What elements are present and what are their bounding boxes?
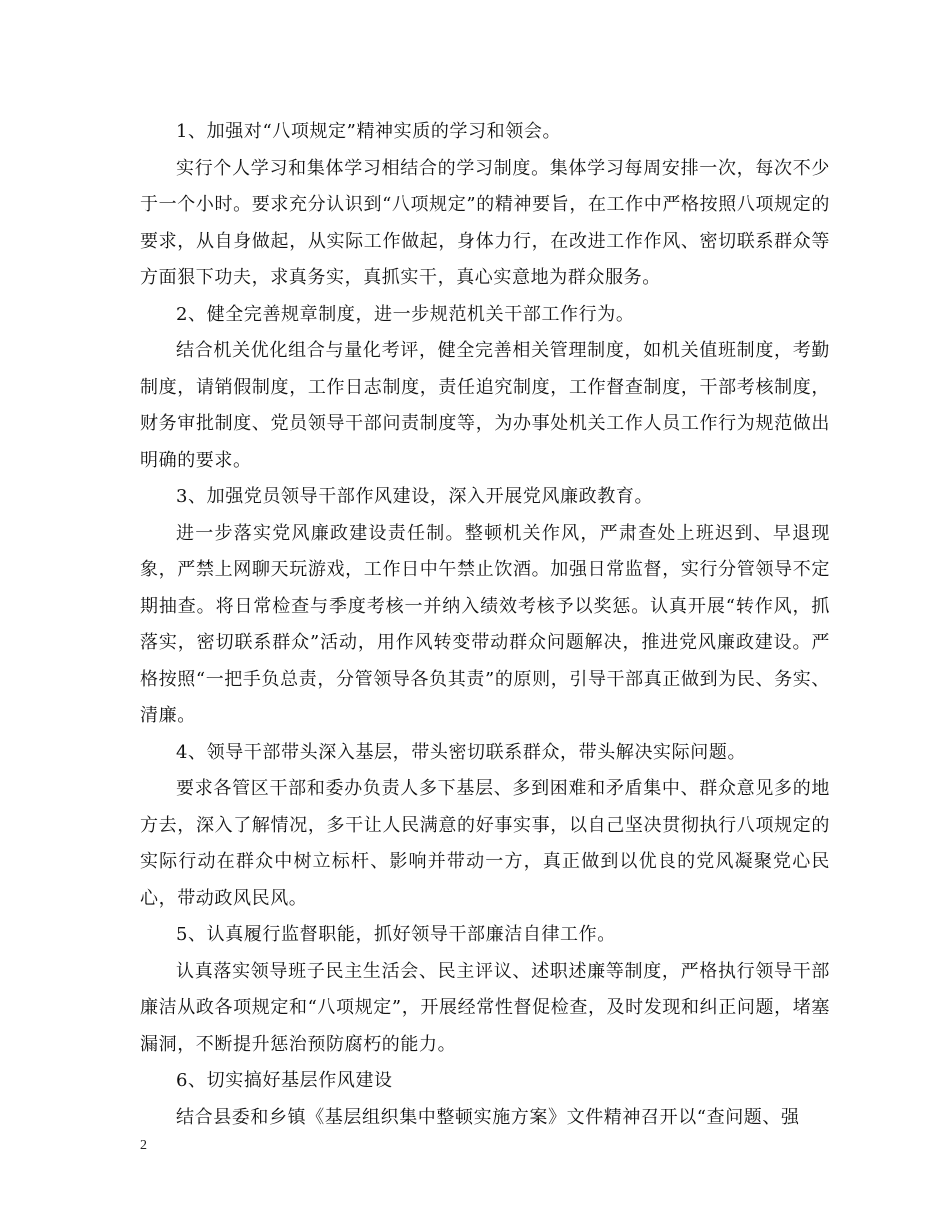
- section-heading-2: 2、健全完善规章制度，进一步规范机关干部工作行为。: [176, 303, 635, 325]
- section-body-5: 认真落实领导班子民主生活会、民主评议、述职述廉等制度，严格执行领导干部廉洁从政各项规定和“八项规定”，开展经常性督促检查，及时发现和纠正问题，堵塞漏洞，不断提升惩治预防腐朽的能力。: [140, 960, 830, 1055]
- section-heading-4: 4、领导干部带头深入基层，带头密切联系群众，带头解决实际问题。: [176, 741, 747, 763]
- section-body-1: 实行个人学习和集体学习相结合的学习制度。集体学习每周安排一次，每次不少于一个小时。要求充分认识到“八项规定”的精神要旨，在工作中严格按照八项规定的要求，从自身做起，从实际工作做起，身体力行，在改进工作作风、密切联系群众等方面狠下功夫，求真务实，真抓实干，真心实意地为群众服务。: [140, 157, 830, 288]
- page-number: 2: [140, 1138, 147, 1153]
- section-heading-1: 1、加强对“八项规定”精神实质的学习和领会。: [176, 121, 562, 142]
- section-heading-6: 6、切实搞好基层作风建设: [176, 1070, 393, 1091]
- section-body-2: 结合机关优化组合与量化考评，健全完善相关管理制度，如机关值班制度，考勤制度，请销假制度，工作日志制度，责任追究制度，工作督查制度，干部考核制度，财务审批制度、党员领导干部问责制度等，为办事处机关工作人员工作行为规范做出明确的要求。: [140, 340, 830, 471]
- section-body-3: 进一步落实党风廉政建设责任制。整顿机关作风，严肃查处上班迟到、早退现象，严禁上网聊天玩游戏，工作日中午禁止饮酒。加强日常监督，实行分管领导不定期抽查。将日常检查与季度考核一并纳入绩效考核予以奖惩。认真开展“转作风，抓落实，密切联系群众”活动，用作风转变带动群众问题解决，推进党风廉政建设。严格按照“一把手负总责，分管领导各负其责”的原则，引导干部真正做到为民、务实、清廉。: [140, 522, 830, 726]
- section-body-4: 要求各管区干部和委办负责人多下基层、多到困难和矛盾集中、群众意见多的地方去，深入了解情况，多干让人民满意的好事实事，以自己坚决贯彻执行八项规定的实际行动在群众中树立标杆、影响并带动一方，真正做到以优良的党风凝聚党心民心，带动政风民风。: [140, 778, 830, 909]
- section-heading-5: 5、认真履行监督职能，抓好领导干部廉洁自律工作。: [176, 924, 616, 945]
- section-heading-3: 3、加强党员领导干部作风建设，深入开展党风廉政教育。: [176, 486, 654, 507]
- section-body-6: 结合县委和乡镇《基层组织集中整顿实施方案》文件精神召开以“查问题、强: [176, 1106, 800, 1128]
- document-body: [140, 114, 830, 1136]
